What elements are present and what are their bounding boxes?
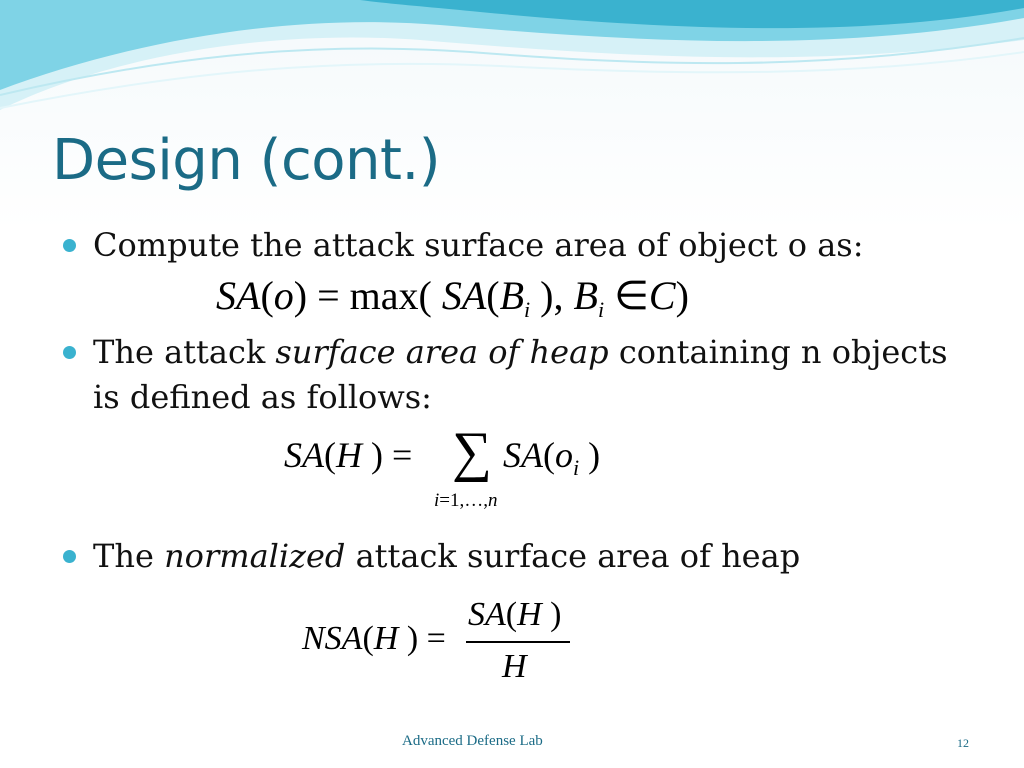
slide-title: Design (cont.) [52, 128, 441, 193]
bullet-text: The [93, 537, 165, 575]
bullet-emphasis: normalized [164, 537, 346, 575]
fraction-denominator: H [502, 648, 527, 685]
header-wave-graphic [0, 0, 1024, 130]
bullet-text: Compute the attack surface area of object o as: [93, 226, 864, 264]
bullet-text: attack surface area of heap [345, 537, 801, 575]
bullet-text: The attack [93, 333, 276, 371]
bullet-dot-icon [63, 239, 76, 252]
fraction-bar [466, 641, 570, 643]
summation-limits: i=1,…,n [434, 490, 498, 511]
slide-number: 12 [957, 736, 969, 750]
equation-sa-object: SA(o) = max( $SA(B_i$ ), $B_i$ ∈C) [216, 273, 689, 322]
bullet-text: containing n objects is defined as follows: [93, 333, 948, 416]
bullet-normalized [93, 534, 993, 579]
bullet-emphasis: surface area of heap [275, 333, 609, 371]
bullet-compute-sa [93, 223, 993, 268]
bullet-dot-icon [63, 550, 76, 563]
equation-sa-heap: SA(H ) = [284, 435, 413, 475]
equation-nsa-lhs: NSA(H ) = [302, 620, 446, 657]
fraction-numerator: SA(H ) [468, 596, 562, 633]
bullet-surface-area-heap [93, 330, 973, 420]
equation-sa-oi: $SA(o_i$ ) [503, 435, 601, 480]
footer-lab-name: Advanced Defense Lab [402, 733, 543, 749]
summation-symbol: ∑ [452, 421, 492, 483]
bullet-dot-icon [63, 346, 76, 359]
